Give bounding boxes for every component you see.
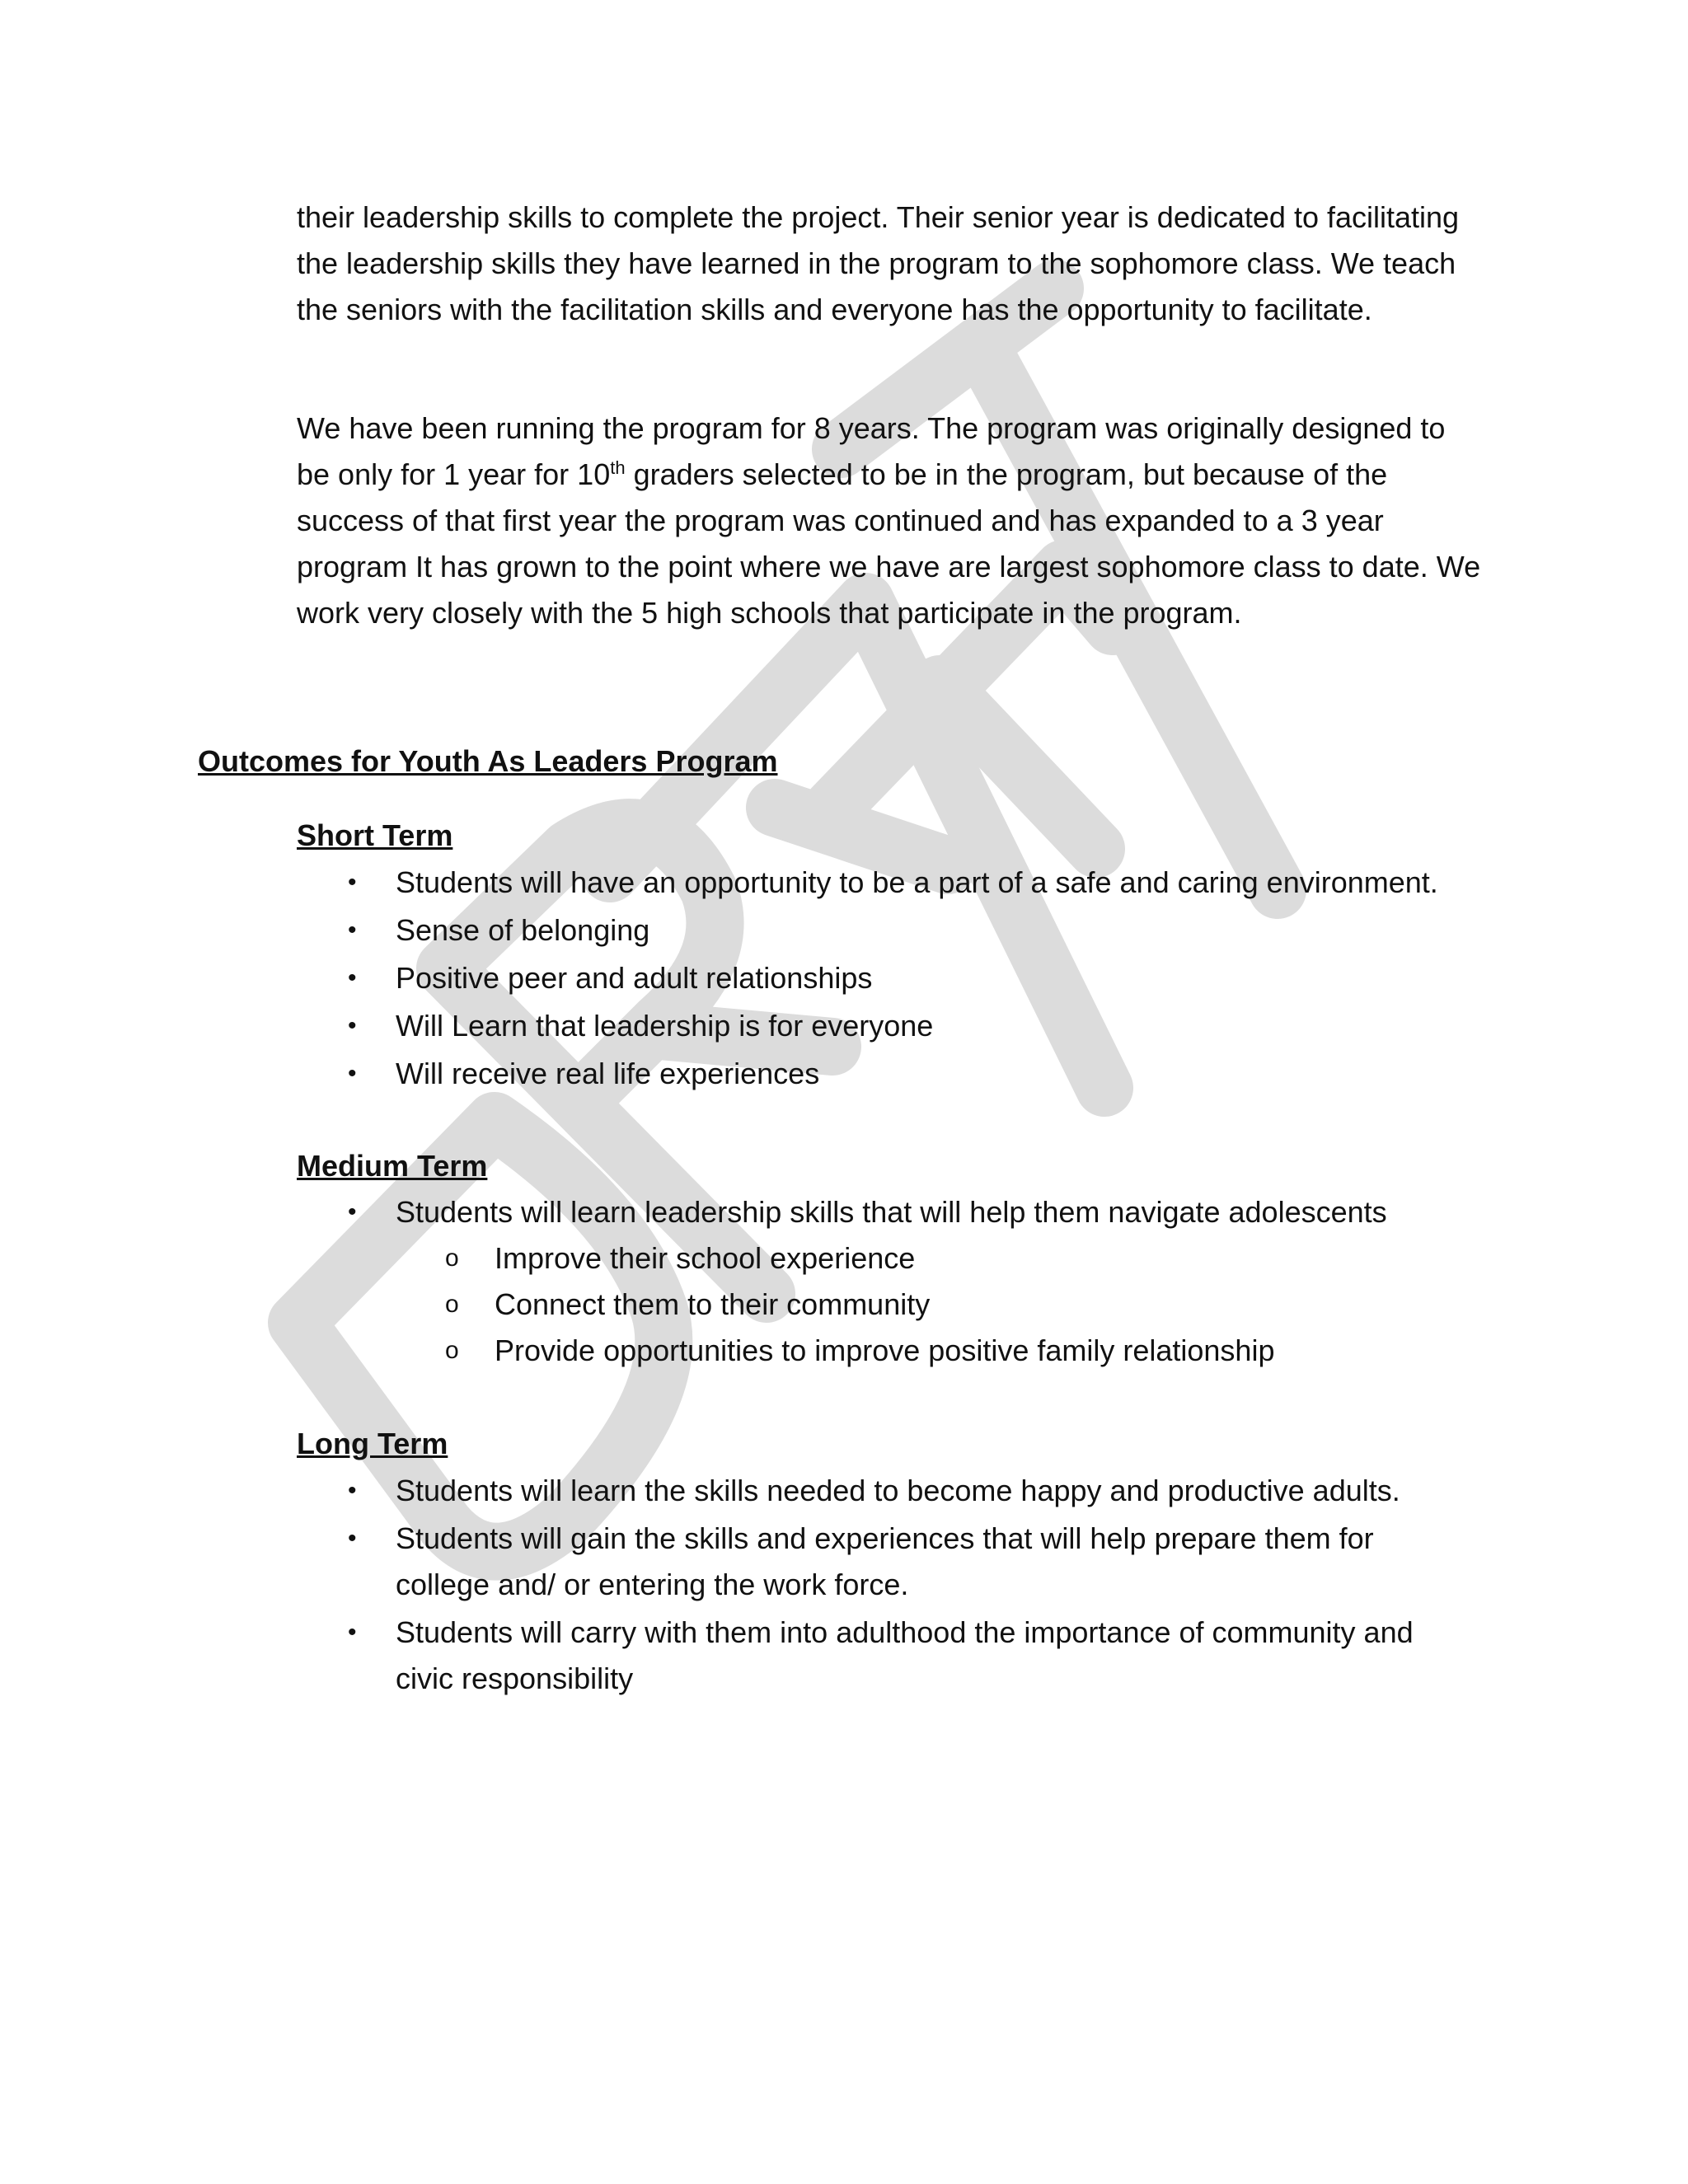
circle-bullet-icon: o (445, 1291, 459, 1318)
paragraph-2-start: We have been running the program for 8 years. The program was originally designed to be only for 1 year for 10 (297, 411, 1446, 491)
circle-bullet-icon: o (445, 1337, 459, 1364)
list-item: • Students will gain the skills and experiences that will help prepare them for college and/ or entering the work force. (0, 1516, 1688, 1608)
intro-paragraph-1: their leadership skills to complete the project. Their senior year is dedicated to facilitating the leadership skills they have learned in the program to the sophomore class. We teach the seniors with the facilitation skills and everyone has the opportunity to facilitate. (297, 200, 1460, 326)
bullet-icon: • (348, 869, 357, 896)
list-item: • Positive peer and adult relationships (0, 955, 1688, 1003)
ordinal-suffix: th (610, 457, 626, 478)
bullet-icon: • (348, 1477, 357, 1504)
bullet-icon: • (348, 964, 357, 991)
bullet-icon: • (348, 1060, 357, 1087)
bullet-icon: • (348, 1619, 357, 1646)
medium-term-list (0, 1189, 1688, 1374)
circle-bullet-icon: o (445, 1244, 459, 1272)
paragraph-2-end: graders selected to be in the program, but because of the success of that first year the program was continued and has expanded to a 3 year program It has grown to the point where we have are largest sophomore class to date. We work very closely with the 5 high schools that participate in the program. (297, 457, 1481, 630)
list-item: • Students will learn leadership skills that will help them navigate adolescents (0, 1189, 1688, 1235)
long-term-heading: Long Term (297, 1427, 448, 1460)
list-item: • Students will learn the skills needed to become happy and productive adults. (0, 1468, 1688, 1514)
bullet-icon: • (348, 1012, 357, 1039)
intro-paragraph-2 (297, 405, 1484, 636)
bullet-icon: • (348, 916, 357, 944)
list-item: • Students will carry with them into adulthood the importance of community and civic responsibility (0, 1610, 1688, 1702)
medium-term-heading: Medium Term (297, 1149, 488, 1183)
bullet-icon: • (348, 1198, 357, 1226)
bullet-icon: • (348, 1525, 357, 1552)
list-item: • Sense of belonging (0, 907, 1688, 955)
list-item: • Will receive real life experiences (0, 1051, 1688, 1099)
sub-list-item: o Improve their school experience (0, 1235, 1688, 1282)
sub-list-item: o Connect them to their community (0, 1282, 1688, 1328)
sub-list-item: o Provide opportunities to improve positive family relationship (0, 1328, 1688, 1374)
outcomes-title: Outcomes for Youth As Leaders Program (198, 744, 778, 778)
short-term-heading: Short Term (297, 818, 453, 852)
long-term-list (0, 1468, 1688, 1702)
list-item: • Students will have an opportunity to be a part of a safe and caring environment. (0, 860, 1688, 907)
list-item: • Will Learn that leadership is for everyone (0, 1003, 1688, 1051)
short-term-list (0, 860, 1688, 1099)
